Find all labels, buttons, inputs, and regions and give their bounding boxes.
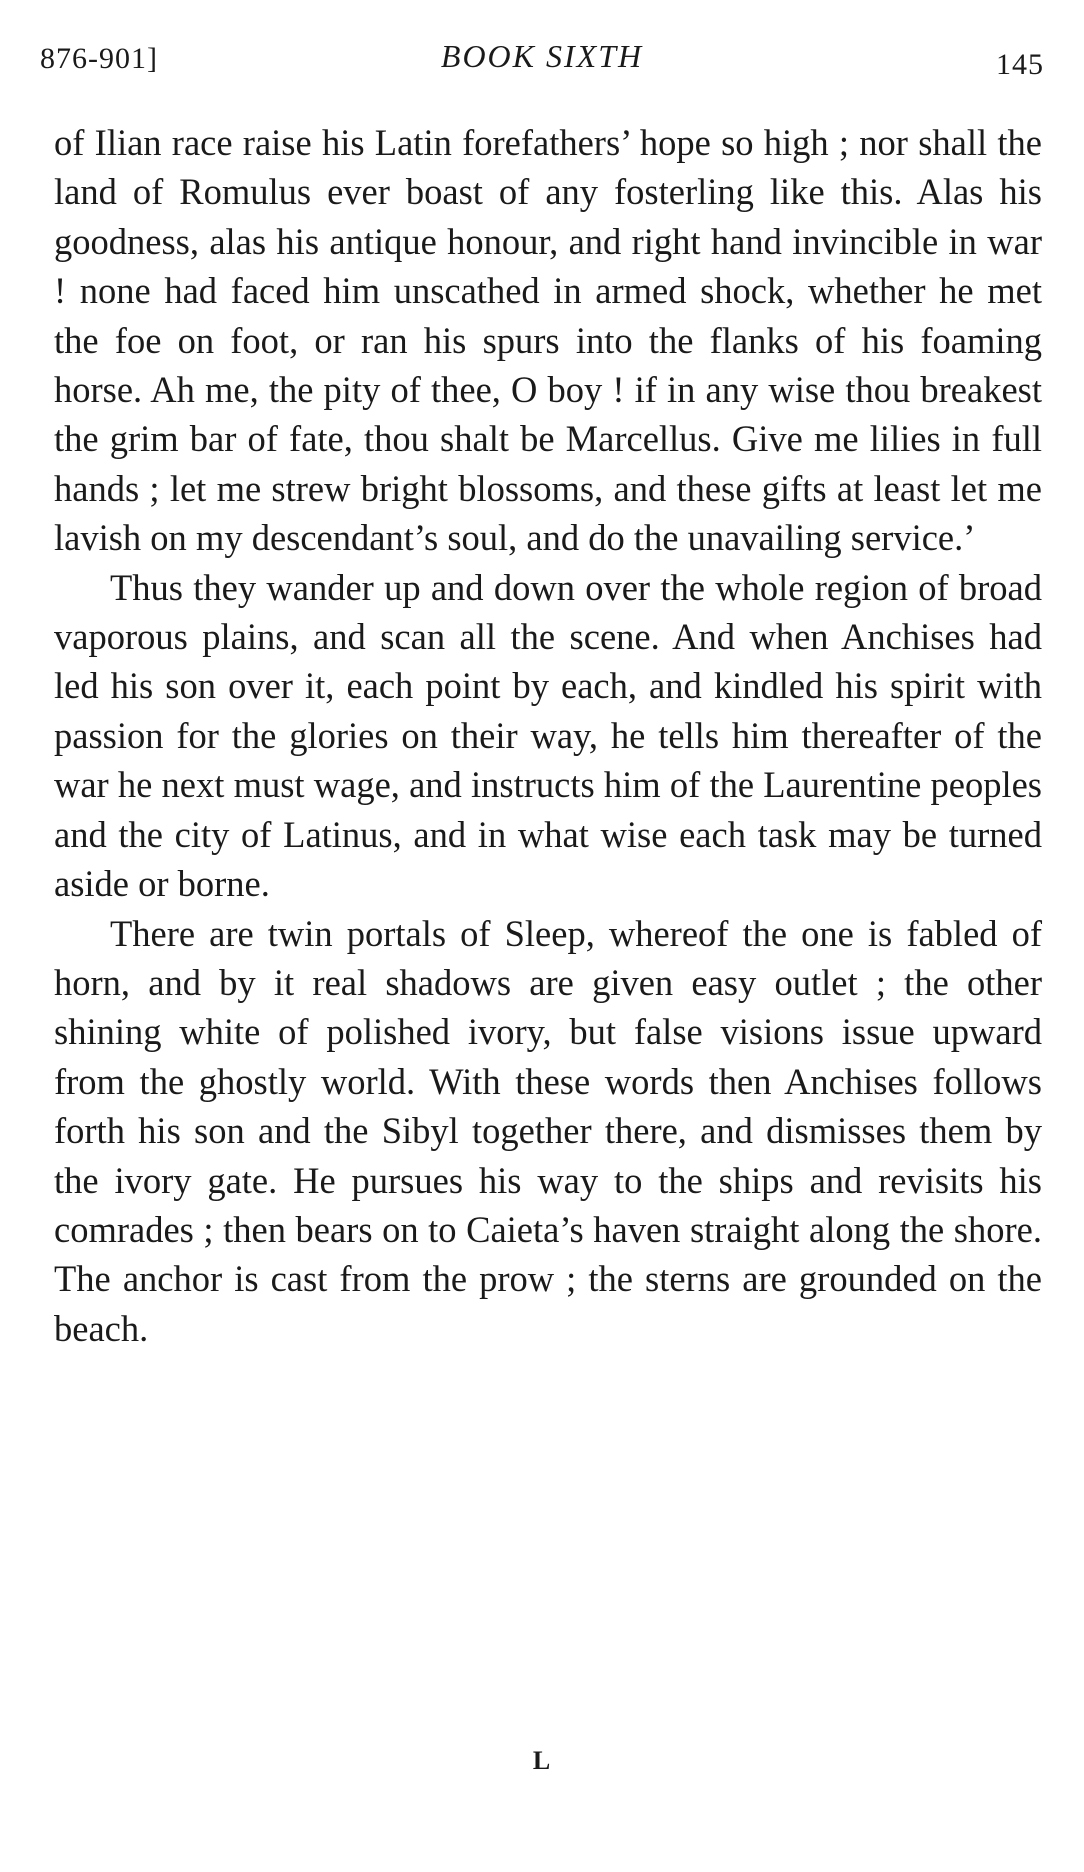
- page-number: 145: [996, 48, 1044, 81]
- paragraph-continuation: of Ilian race raise his Latin forefathers’ hope so high ; nor shall the land of Romulus ever boast of any fosterling like this. Alas his goodness, alas his antique honour, and right hand invincible in war ! none had faced him unscathed in armed shock, whether he met the foe on foot, or ran his spurs into the flanks of his foaming horse. Ah me, the pity of thee, O boy ! if in any wise thou breakest the grim bar of fate, thou shalt be Marcellus. Give me lilies in full hands ; let me strew bright blossoms, and these gifts at least let me lavish on my descendant’s soul, and do the unavailing service.’: [54, 122, 1042, 559]
- book-title: BOOK SIXTH: [440, 38, 644, 74]
- signature-mark: L: [532, 1746, 552, 1775]
- body-text: [54, 118, 1042, 1353]
- paragraph: There are twin portals of Sleep, whereof the one is fabled of horn, and by it real shadows are given easy outlet ; the other shining white of polished ivory, but false visions issue upward from the ghostly world. With these words then Anchises follows forth his son and the Sibyl together there, and dismisses them by the ivory gate. He pursues his way to the ships and revisits his comrades ; then bears on to Caieta’s haven straight along the shore. The anchor is cast from the prow ; the sterns are grounded on the beach.: [54, 912, 1042, 1349]
- line-range: 876-901]: [40, 42, 158, 75]
- running-header: [40, 38, 1044, 88]
- paragraph: Thus they wander up and down over the whole region of broad vaporous plains, and scan all the scene. And when Anchises had led his son over it, each point by each, and kindled his spirit with passion for the glories on their way, he tells him thereafter of the war he next must wage, and instructs him of the Laurentine peoples and the city of Latinus, and in what wise each task may be turned aside or borne.: [54, 566, 1042, 905]
